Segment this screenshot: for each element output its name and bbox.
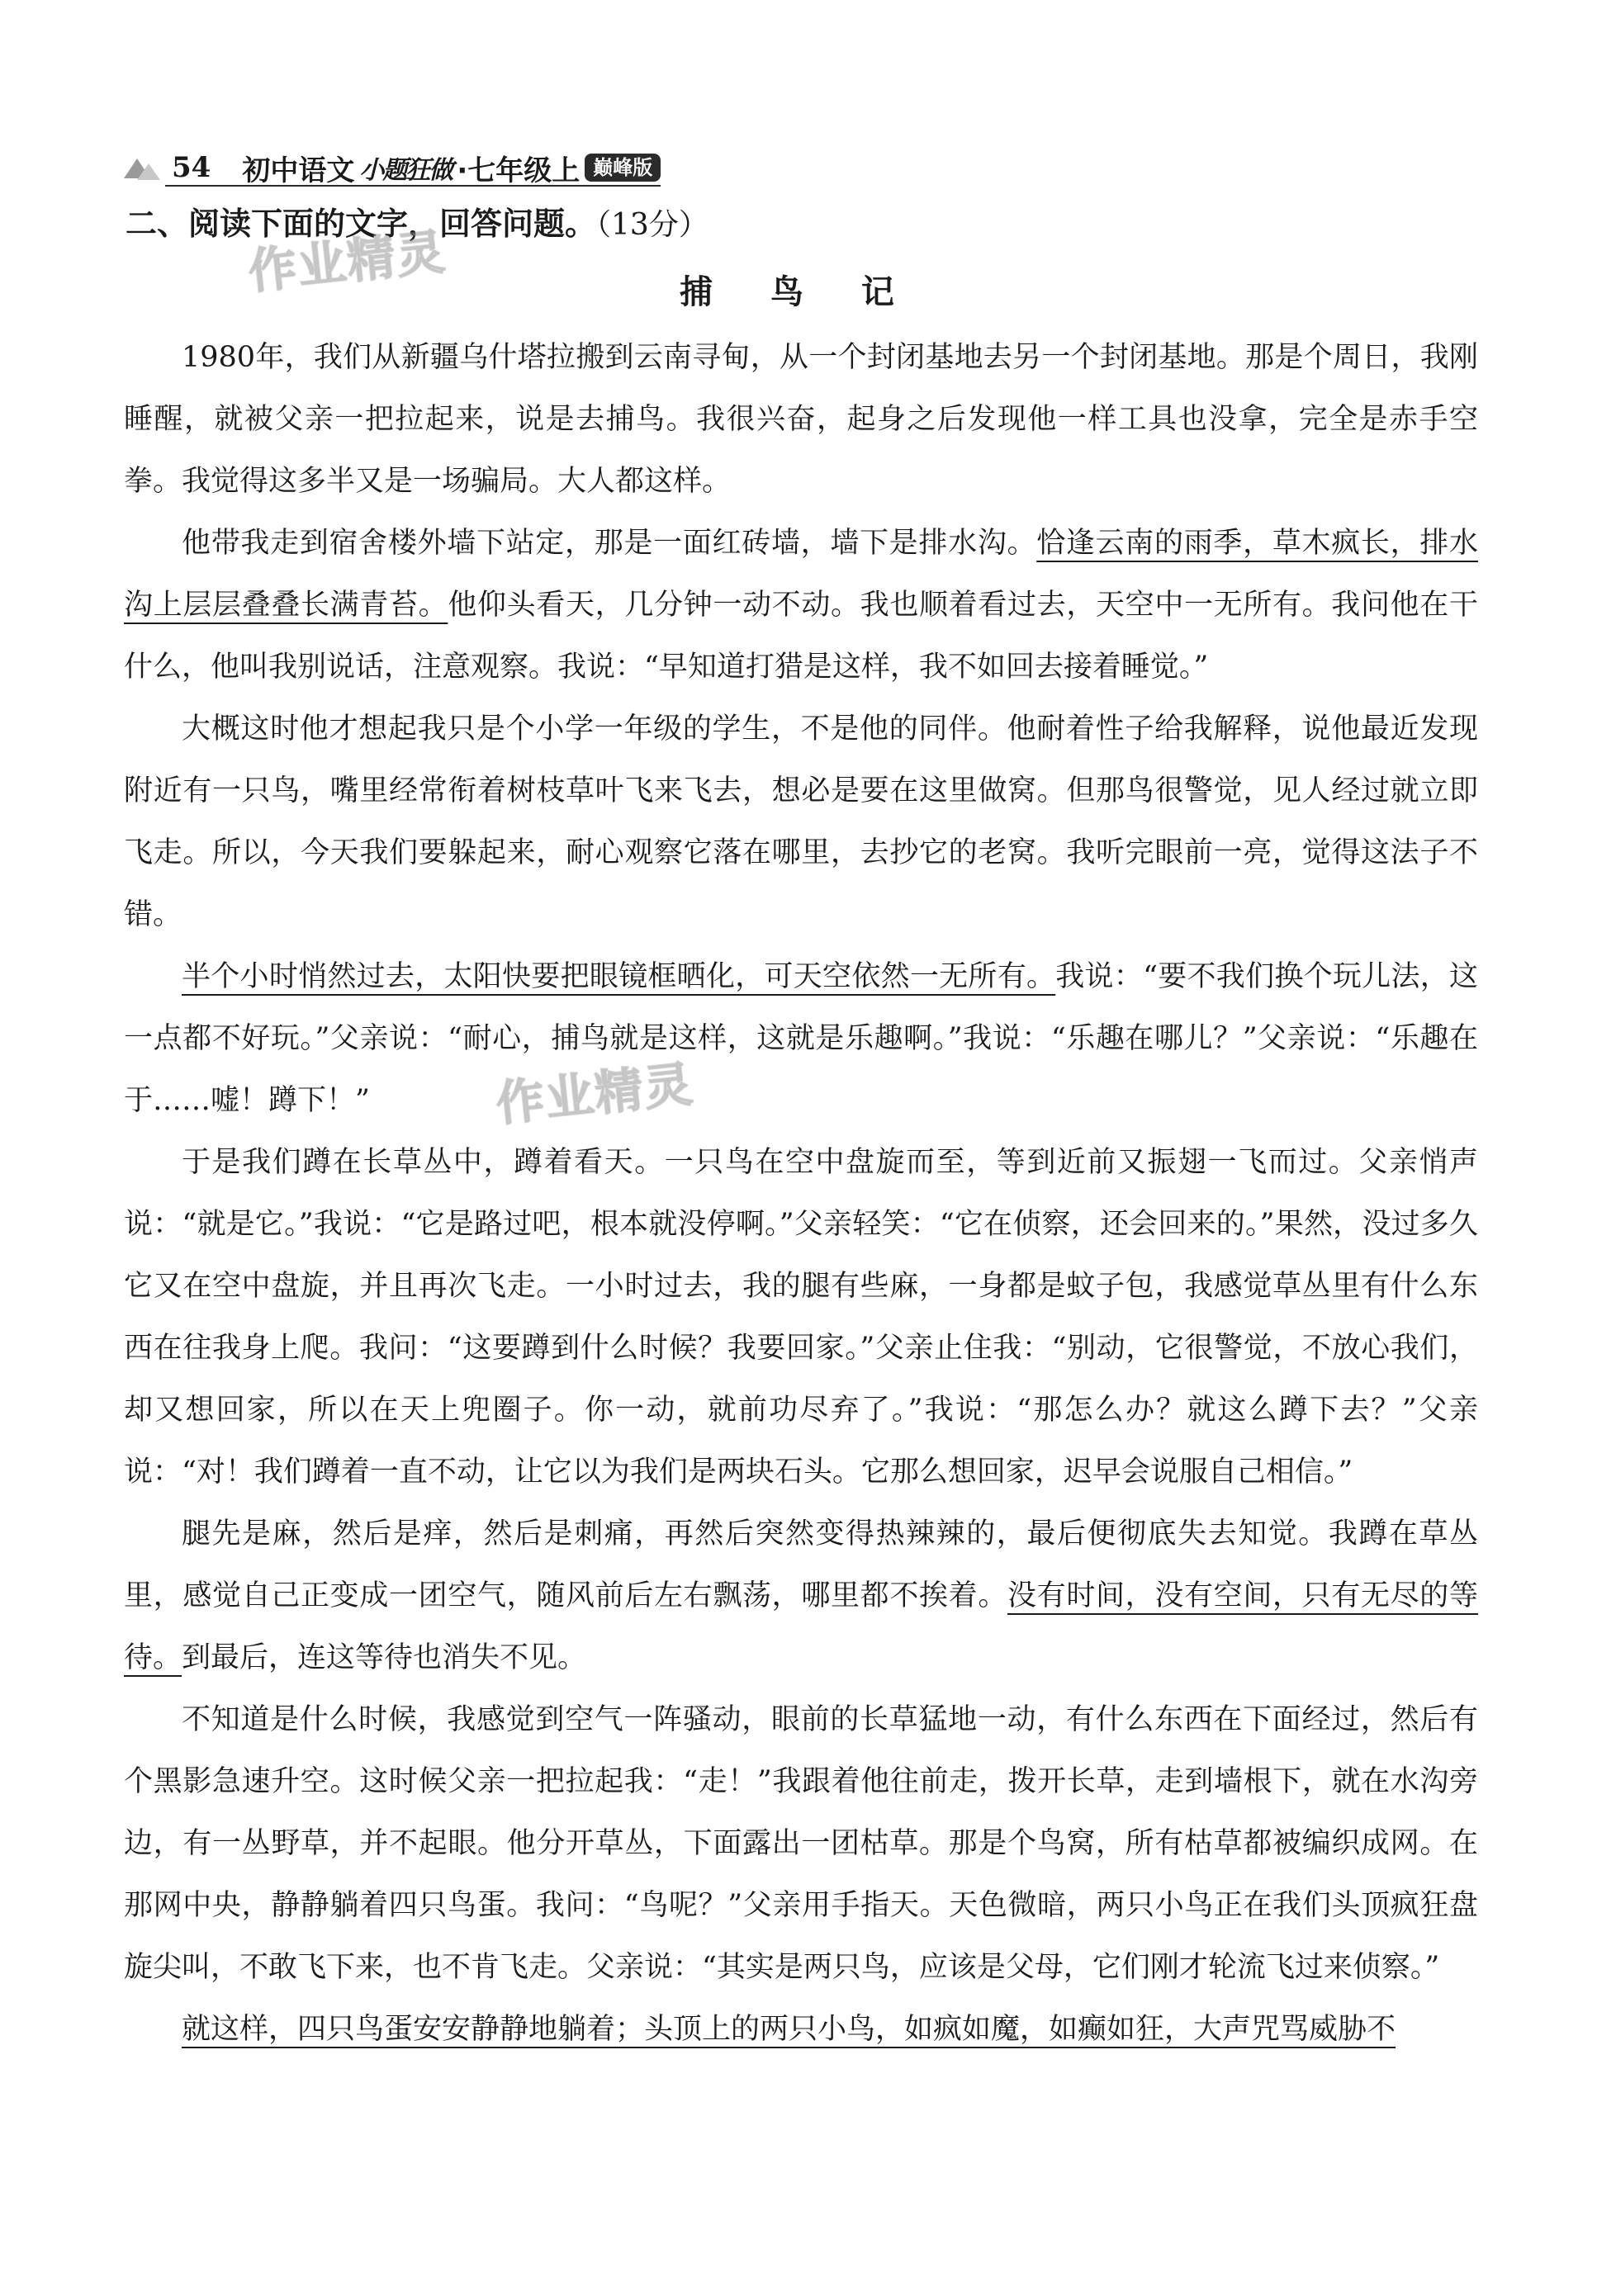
paragraph-text: 大概这时他才想起我只是个小学一年级的学生，不是他的同伴。他耐着性子给我解释，说他最近发现附近有一只鸟，嘴里经常衔着树枝草叶飞来飞去，想必是要在这里做窝。但那鸟很警觉，见人经过就立即飞走。所以，今天我们要躲起来，耐心观察它落在哪里，去抄它的老窝。我听完眼前一亮，觉得这法子不错。 bbox=[124, 712, 1478, 931]
article-paragraph bbox=[124, 513, 1478, 698]
underlined-sentence: 恰逢云南的雨季，草木疯长，排水沟上层层叠叠长满青苔。 bbox=[124, 527, 1478, 622]
article-title: 捕 鸟 记 bbox=[680, 273, 917, 311]
paragraph-text: 他仰头看天，几分钟一动不动。我也顺着看过去，天空中一无所有。我问他在干什么，他叫我别说话，注意观察。我说：“早知道打猎是这样，我不如回去接着睡觉。” bbox=[124, 589, 1478, 684]
paragraph-text: 到最后，连这等待也消失不见。 bbox=[182, 1641, 587, 1674]
paragraph-text: 他带我走到宿舍楼外墙下站定，那是一面红砖墙，墙下是排水沟。 bbox=[182, 527, 1037, 560]
running-header bbox=[124, 147, 661, 188]
paragraph-text: 腿先是麻，然后是痒，然后是刺痛，再然后突然变得热辣辣的，最后便彻底失去知觉。我蹲在草丛里，感觉自己正变成一团空气，随风前后左右飘荡，哪里都不挨着。 bbox=[124, 1517, 1478, 1612]
article-paragraph bbox=[124, 327, 1478, 513]
paragraph-text: 于是我们蹲在长草丛中，蹲着看天。一只鸟在空中盘旋而至，等到近前又振翅一飞而过。父亲悄声说：“就是它。”我说：“它是路过吧，根本就没停啊。”父亲轻笑：“它在侦察，还会回来的。”果然，没过多久它又在空中盘旋，并且再次飞走。一小时过去，我的腿有些麻，一身都是蚊子包，我感觉草丛里有什么东西在往我身上爬。我问：“这要蹲到什么时候？我要回家。”父亲止住我：“别动，它很警觉，不放心我们，却又想回家，所以在天上兜圈子。你一动，就前功尽弃了。”我说：“那怎么办？就这么蹲下去？”父亲说：“对！我们蹲着一直不动，让它以为我们是两块石头。它那么想回家，迟早会说服自己相信。” bbox=[124, 1146, 1478, 1489]
watermark: 作业精灵 bbox=[245, 223, 449, 301]
corner-triangle-icon bbox=[124, 155, 163, 180]
article-paragraph bbox=[124, 698, 1478, 946]
article-paragraph bbox=[124, 1503, 1478, 1689]
page-number: 54 bbox=[172, 151, 211, 184]
article-paragraph bbox=[124, 1689, 1478, 1999]
article-paragraph bbox=[124, 1132, 1478, 1503]
underlined-sentence: 没有时间，没有空间，只有无尽的等待。 bbox=[124, 1579, 1478, 1674]
brand-logo-text: 小题狂做 bbox=[359, 156, 453, 185]
header-divider bbox=[165, 185, 661, 187]
section-heading-text: 二、阅读下面的文字，回答问题。 bbox=[126, 206, 597, 242]
paragraph-text: 不知道是什么时候，我感觉到空气一阵骚动，眼前的长草猛地一动，有什么东西在下面经过，然后有个黑影急速升空。这时候父亲一把拉起我：“走！”我跟着他往前走，拨开长草，走到墙根下，就在水沟旁边，有一丛野草，并不起眼。他分开草丛，下面露出一团枯草。那是个鸟窝，所有枯草都被编织成网。在那网中央，静静躺着四只鸟蛋。我问：“鸟呢？”父亲用手指天。天色微暗，两只小鸟正在我们头顶疯狂盘旋尖叫，不敢飞下来，也不肯飞走。父亲说：“其实是两只鸟，应该是父母，它们刚才轮流飞过来侦察。” bbox=[124, 1703, 1478, 1984]
article-body bbox=[124, 327, 1478, 2061]
watermark: 作业精灵 bbox=[493, 1055, 697, 1133]
section-score: （13分） bbox=[596, 208, 708, 242]
series-title: 初中语文 bbox=[242, 154, 355, 187]
paragraph-text: 我说：“要不我们换个玩儿法，这一点都不好玩。”父亲说：“耐心，捕鸟就是这样，这就是乐趣啊。”我说：“乐趣在哪儿？”父亲说：“乐趣在于……嘘！蹲下！” bbox=[124, 960, 1478, 1117]
article-paragraph bbox=[124, 1999, 1478, 2061]
edition-badge: 巅峰版 bbox=[585, 154, 661, 182]
underlined-sentence: 就这样，四只鸟蛋安安静静地躺着；头顶上的两只小鸟，如疯如魔，如癫如狂，大声咒骂威胁不 bbox=[182, 2013, 1396, 2046]
underlined-sentence: 半个小时悄然过去，太阳快要把眼镜框晒化，可天空依然一无所有。 bbox=[182, 960, 1056, 993]
paragraph-text: 1980年，我们从新疆乌什塔拉搬到云南寻甸，从一个封闭基地去另一个封闭基地。那是个周日，我刚睡醒，就被父亲一把拉起来，说是去捕鸟。我很兴奋，起身之后发现他一样工具也没拿，完全是赤手空拳。我觉得这多半又是一场骗局。大人都这样。 bbox=[124, 341, 1478, 498]
article-paragraph bbox=[124, 946, 1478, 1132]
grade-label: ·七年级上 bbox=[457, 154, 581, 187]
